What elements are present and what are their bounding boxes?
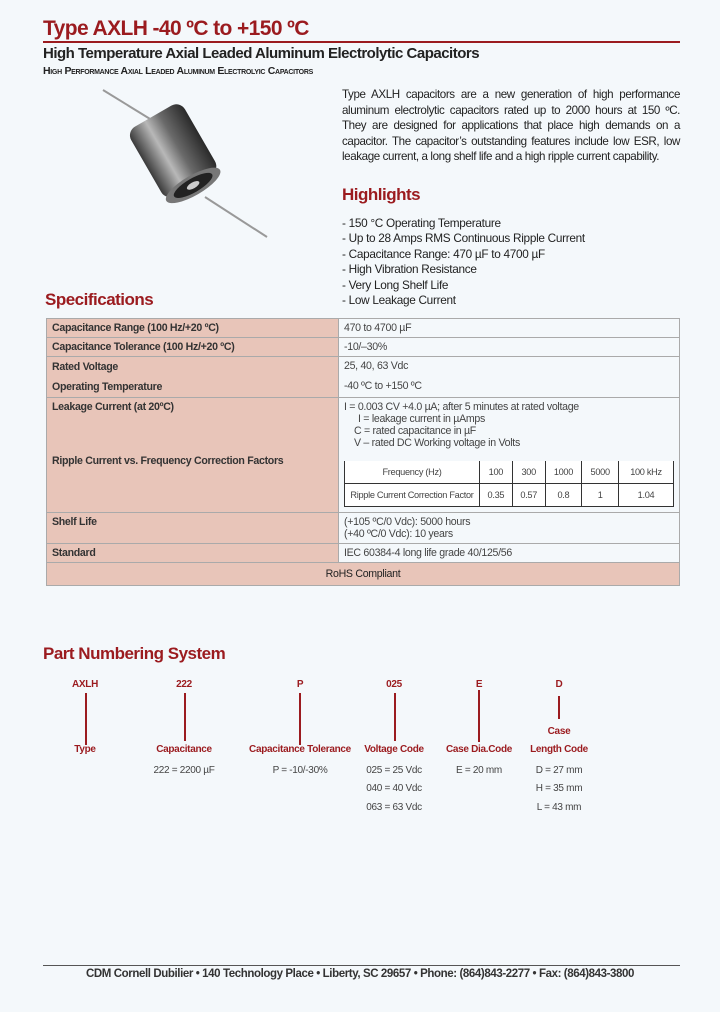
spec-value: 470 to 4700 µF xyxy=(339,319,680,338)
highlights-heading: Highlights xyxy=(342,185,421,204)
specifications-table xyxy=(46,318,680,586)
freq-cell: 300 xyxy=(512,461,545,484)
capacitor-image xyxy=(95,82,275,242)
shelf-life-line: (+40 ºC/0 Vdc): 10 years xyxy=(344,528,453,540)
freq-label: Frequency (Hz) xyxy=(345,461,480,484)
table-row xyxy=(47,377,680,398)
title-divider xyxy=(43,41,680,43)
table-row xyxy=(47,319,680,338)
pn-code: 222 xyxy=(176,679,192,690)
pn-label: Voltage Code xyxy=(364,744,424,755)
pn-value: E = 20 mm xyxy=(456,765,502,776)
pn-value: 025 = 25 Vdc xyxy=(366,765,422,776)
pn-label: Case Dia.Code xyxy=(445,744,513,755)
spec-label: Capacitance Tolerance (100 Hz/+20 ºC) xyxy=(47,338,339,357)
freq-cell: 100 xyxy=(480,461,513,484)
intro-paragraph: Type AXLH capacitors are a new generation of high performance aluminum electrolytic capacitors rated up to 2000 hours at 150 ºC. They are designed for applications that place high demands on a capacitor. The capacitor’s outstanding features include low ESR, low leakage current, a long shelf life and a high ripple current capability. xyxy=(342,88,680,164)
pn-value: 063 = 63 Vdc xyxy=(366,801,422,813)
spec-label: Shelf Life xyxy=(47,513,339,544)
factor-label: Ripple Current Correction Factor xyxy=(345,484,480,507)
table-row xyxy=(47,544,680,563)
spec-label: Standard xyxy=(47,544,339,563)
spec-label: Operating Temperature xyxy=(47,377,339,398)
page-title: Type AXLH -40 ºC to +150 ºC xyxy=(43,17,309,40)
pn-connector xyxy=(478,690,480,742)
part-numbering-heading: Part Numbering System xyxy=(43,644,226,663)
pn-value: H = 35 mm xyxy=(535,783,583,795)
pn-value: 222 = 2200 µF xyxy=(153,765,215,776)
pn-code: AXLH xyxy=(71,679,99,690)
pn-code: E xyxy=(475,679,483,690)
table-row xyxy=(47,452,680,513)
pn-connector xyxy=(558,696,560,719)
pn-code: P xyxy=(296,679,304,690)
pn-value: 040 = 40 Vdc xyxy=(366,783,422,795)
pn-label-top: Case xyxy=(547,726,571,737)
subtitle: High Temperature Axial Leaded Aluminum Electrolytic Capacitors xyxy=(43,45,480,62)
leakage-note: V – rated DC Working voltage in Volts xyxy=(354,437,520,449)
factor-cell: 0.57 xyxy=(512,484,545,507)
list-item: - Capacitance Range: 470 µF to 4700 µF xyxy=(342,246,545,261)
spec-label: Ripple Current vs. Frequency Correction Factors xyxy=(47,452,339,513)
list-item: - 150 °C Operating Temperature xyxy=(342,216,501,230)
rohs-compliant: RoHS Compliant xyxy=(47,563,680,586)
list-item: - Up to 28 Amps RMS Continuous Ripple Current xyxy=(342,231,585,246)
table-row xyxy=(345,484,674,507)
pn-connector xyxy=(184,693,186,741)
pn-value: L = 43 mm xyxy=(536,801,582,813)
freq-cell: 1000 xyxy=(545,461,582,484)
pn-code: D xyxy=(555,679,563,690)
table-row xyxy=(47,563,680,586)
factor-cell: 0.8 xyxy=(545,484,582,507)
spec-label: Leakage Current (at 20ºC) xyxy=(47,398,339,453)
factor-cell: 0.35 xyxy=(480,484,513,507)
pn-connector xyxy=(85,693,87,745)
ripple-correction-table xyxy=(344,461,674,507)
pn-connector xyxy=(299,693,301,745)
spec-value: IEC 60384-4 long life grade 40/125/56 xyxy=(339,544,680,563)
factor-cell: 1.04 xyxy=(619,484,674,507)
table-row xyxy=(345,461,674,484)
leakage-formula: I = 0.003 CV +4.0 µA; after 5 minutes at rated voltage xyxy=(344,401,579,413)
pn-label: Type xyxy=(74,744,96,755)
pn-connector xyxy=(394,693,396,741)
shelf-life-line: (+105 ºC/0 Vdc): 5000 hours xyxy=(344,516,471,528)
list-item: - Very Long Shelf Life xyxy=(342,277,449,292)
pn-label: Capacitance xyxy=(156,744,212,755)
pn-code: 025 xyxy=(386,679,402,690)
leakage-note: C = rated capacitance in µF xyxy=(354,425,476,437)
pn-label: Length Code xyxy=(530,744,588,755)
pn-label: Capacitance Tolerance xyxy=(249,744,351,755)
specifications-heading: Specifications xyxy=(45,290,154,309)
spec-value: -40 ºC to +150 ºC xyxy=(339,377,680,398)
list-item: - High Vibration Resistance xyxy=(342,262,477,277)
spec-value xyxy=(339,452,680,513)
spec-value xyxy=(339,398,680,453)
spec-label: Rated Voltage xyxy=(47,357,339,378)
highlights-list xyxy=(342,216,585,308)
footer-contact: CDM Cornell Dubilier • 140 Technology Place • Liberty, SC 29657 • Phone: (864)843-2277 • Fax: (864)843-3800 xyxy=(85,968,635,980)
table-row xyxy=(47,357,680,378)
pn-value: P = -10/-30% xyxy=(272,765,328,776)
table-row xyxy=(47,338,680,357)
pn-value-list xyxy=(499,762,619,817)
pn-value: D = 27 mm xyxy=(535,765,583,776)
freq-cell: 100 kHz xyxy=(619,461,674,484)
leakage-note: I = leakage current in µAmps xyxy=(358,413,485,425)
spec-label: Capacitance Range (100 Hz/+20 ºC) xyxy=(47,319,339,338)
factor-cell: 1 xyxy=(582,484,619,507)
table-row xyxy=(47,398,680,453)
subtitle-small-caps: High Performance Axial Leaded Aluminum Electrolyic Capacitors xyxy=(43,65,313,77)
spec-value xyxy=(339,513,680,544)
freq-cell: 5000 xyxy=(582,461,619,484)
table-row xyxy=(47,513,680,544)
footer-divider xyxy=(43,965,680,966)
spec-value: 25, 40, 63 Vdc xyxy=(339,357,680,378)
list-item: - Low Leakage Current xyxy=(342,293,456,308)
spec-value: -10/–30% xyxy=(339,338,680,357)
